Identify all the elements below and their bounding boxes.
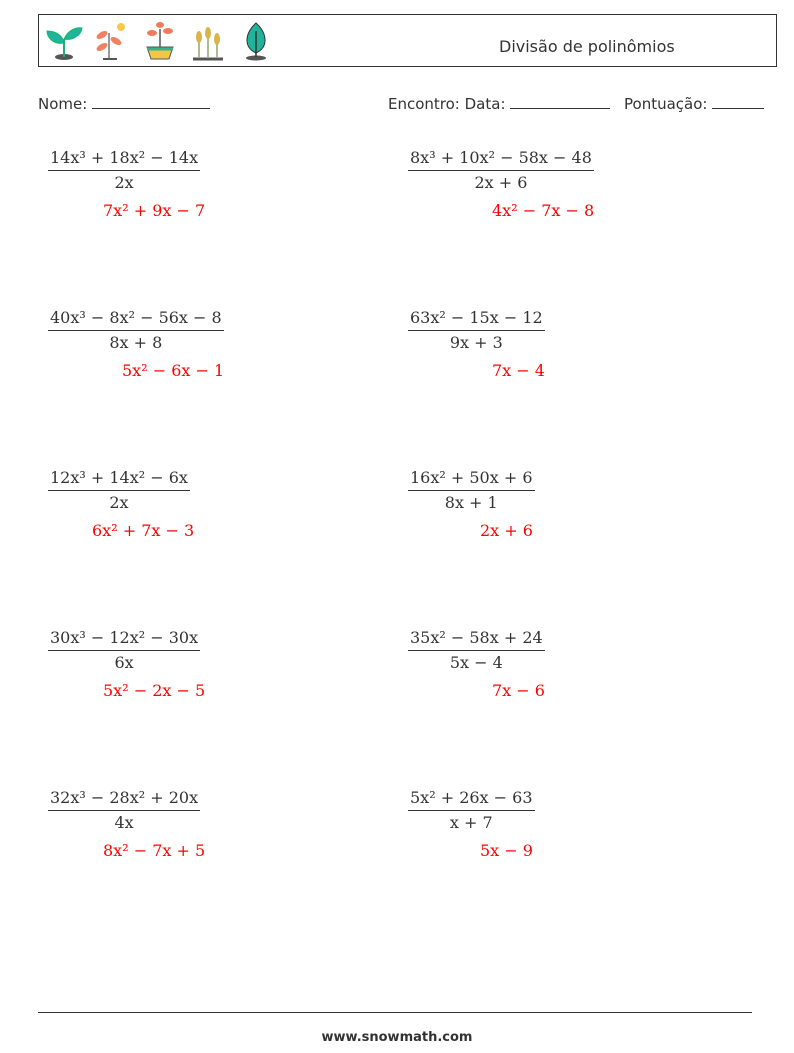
footer-url[interactable]: www.snowmath.com: [321, 1030, 473, 1045]
numerator: 8x³ + 10x² − 58x − 48: [410, 148, 592, 167]
numerator: 30x³ − 12x² − 30x: [50, 628, 199, 647]
score-blank[interactable]: [712, 94, 764, 109]
fraction-bar: [48, 490, 190, 491]
name-field: [38, 94, 210, 113]
fraction-bar: [408, 330, 545, 331]
wheat-icon: [187, 19, 229, 61]
answer: 5x² − 6x − 1: [122, 361, 225, 380]
fraction-bar: [48, 810, 200, 811]
plant-icons: [43, 19, 277, 63]
denominator: 4x: [114, 813, 134, 832]
fraction-bar: [48, 170, 200, 171]
fraction-bar: [408, 170, 594, 171]
denominator: 8x + 8: [109, 333, 163, 352]
numerator: 32x³ − 28x² + 20x: [50, 788, 199, 807]
numerator: 63x² − 15x − 12: [410, 308, 543, 327]
fraction-bar: [48, 650, 200, 651]
fraction-bar: [408, 810, 535, 811]
answer: 5x² − 2x − 5: [103, 681, 206, 700]
answer: 4x² − 7x − 8: [492, 201, 595, 220]
meeting-date-label: Encontro: Data:: [388, 95, 506, 113]
denominator: 8x + 1: [444, 493, 498, 512]
denominator: 2x: [109, 493, 129, 512]
answer: 7x − 4: [492, 361, 545, 380]
numerator: 5x² + 26x − 63: [410, 788, 533, 807]
tree-icon: [235, 19, 277, 61]
answer: 5x − 9: [480, 841, 533, 860]
denominator: 5x − 4: [449, 653, 503, 672]
answer: 8x² − 7x + 5: [103, 841, 206, 860]
answer: 2x + 6: [480, 521, 533, 540]
name-blank[interactable]: [92, 94, 210, 109]
numerator: 35x² − 58x + 24: [410, 628, 543, 647]
meeting-date-field: [388, 94, 610, 113]
numerator: 16x² + 50x + 6: [410, 468, 533, 487]
fraction-bar: [48, 330, 224, 331]
footer-divider: [38, 1012, 752, 1013]
denominator: 2x: [114, 173, 134, 192]
score-field: [624, 94, 764, 113]
numerator: 40x³ − 8x² − 56x − 8: [50, 308, 222, 327]
flower-sun-icon: [91, 19, 133, 61]
score-label: Pontuação:: [624, 95, 708, 113]
answer: 6x² + 7x − 3: [92, 521, 195, 540]
name-label: Nome:: [38, 95, 88, 113]
answer: 7x² + 9x − 7: [103, 201, 206, 220]
date-blank[interactable]: [510, 94, 610, 109]
fraction-bar: [408, 490, 535, 491]
fraction-bar: [408, 650, 545, 651]
worksheet-header: [38, 14, 777, 67]
numerator: 14x³ + 18x² − 14x: [50, 148, 199, 167]
denominator: 9x + 3: [449, 333, 503, 352]
numerator: 12x³ + 14x² − 6x: [50, 468, 188, 487]
sprout-icon: [43, 19, 85, 61]
answer: 7x − 6: [492, 681, 545, 700]
potted-plant-icon: [139, 19, 181, 61]
denominator: 6x: [114, 653, 134, 672]
worksheet-title: Divisão de polinômios: [499, 37, 675, 56]
denominator: x + 7: [449, 813, 493, 832]
denominator: 2x + 6: [474, 173, 528, 192]
